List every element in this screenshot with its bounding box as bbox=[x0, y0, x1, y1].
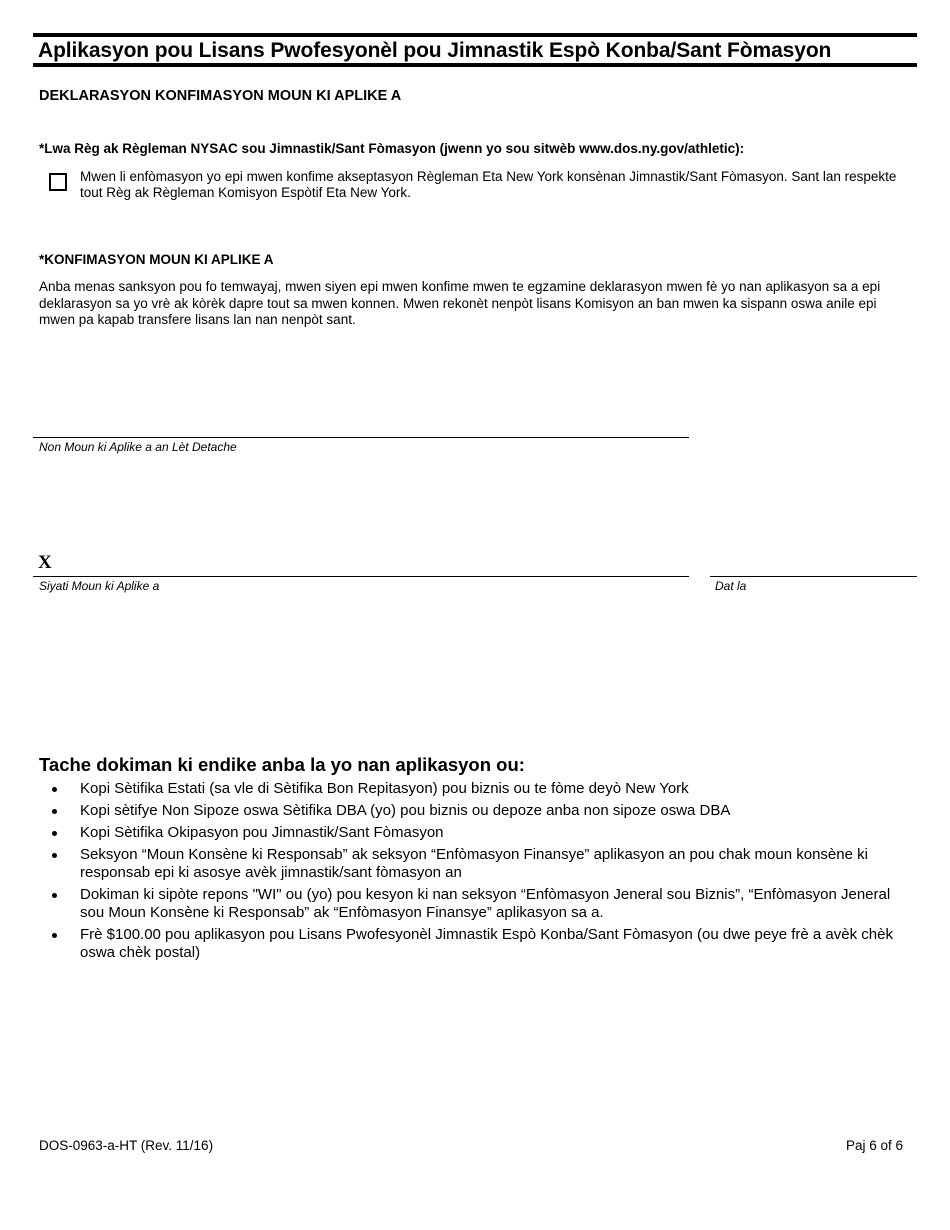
name-field-line[interactable] bbox=[33, 437, 689, 438]
bullet-icon bbox=[52, 933, 57, 938]
bullet-icon bbox=[52, 893, 57, 898]
page-title: Aplikasyon pou Lisans Pwofesyonèl pou Jimnastik Espò Konba/Sant Fòmasyon bbox=[38, 39, 832, 62]
signature-field-line[interactable] bbox=[33, 576, 689, 577]
confirmation-heading: *KONFIMASYON MOUN KI APLIKE A bbox=[39, 252, 274, 267]
declaration-heading: DEKLARASYON KONFIMASYON MOUN KI APLIKE A bbox=[39, 88, 402, 104]
confirmation-paragraph: Anba menas sanksyon pou fo temwayaj, mwen siyen epi mwen konfime mwen te egzamine deklarasyon mwen fè yo nan aplikasyon sa a epi deklarasyon sa yo vrè ak kòrèk dapre tout sa mwen konnen. Mwen rekonèt nenpòt lisans Komisyon an ban mwen ka sispann oswa anile epi mwen pa kapab transfere lisans lan nan nenpòt sant. bbox=[39, 279, 881, 327]
bullet-icon bbox=[52, 787, 57, 792]
acceptance-checkbox-label: Mwen li enfòmasyon yo epi mwen konfime akseptasyon Règleman Eta New York konsènan Jimnastik/Sant Fòmasyon. Sant lan respekte tout Règ ak Règleman Komisyon Espòtif Eta New York. bbox=[80, 169, 897, 200]
attachments-heading: Tache dokiman ki endike anba la yo nan aplikasyon ou: bbox=[39, 754, 525, 775]
list-item: Frè $100.00 pou aplikasyon pou Lisans Pwofesyonèl Jimnastik Espò Konba/Sant Fòmasyon (ou dwe peye frè a avèk chèk oswa chèk postal) bbox=[39, 926, 909, 962]
list-item: Seksyon “Moun Konsène ki Responsab” ak seksyon “Enfòmasyon Finansye” aplikasyon an pou chak moun konsène ki responsab epi ki asosye avèk jimnastik/sant fòmasyon an bbox=[39, 846, 909, 882]
form-id: DOS-0963-a-HT (Rev. 11/16) bbox=[39, 1138, 214, 1153]
rules-heading: *Lwa Règ ak Règleman NYSAC sou Jimnastik/Sant Fòmasyon (jwenn yo sou sitwèb www.dos.ny.gov/athletic): bbox=[39, 141, 745, 156]
list-item: Kopi sètifye Non Sipoze oswa Sètifika DBA (yo) pou biznis ou depoze anba non sipoze oswa DBA bbox=[39, 802, 909, 820]
list-item: Kopi Sètifika Estati (sa vle di Sètifika Bon Repitasyon) pou biznis ou te fòme deyò New York bbox=[39, 780, 909, 798]
bullet-icon bbox=[52, 831, 57, 836]
signature-x-mark: X bbox=[38, 552, 52, 573]
date-field-line[interactable] bbox=[710, 576, 917, 577]
attachments-list bbox=[39, 780, 909, 966]
date-field-caption: Dat la bbox=[715, 579, 747, 593]
title-bar bbox=[33, 33, 917, 67]
bullet-icon bbox=[52, 853, 57, 858]
list-item: Kopi Sètifika Okipasyon pou Jimnastik/Sant Fòmasyon bbox=[39, 824, 909, 842]
acceptance-checkbox[interactable] bbox=[49, 173, 67, 191]
list-item: Dokiman ki sipòte repons "WI" ou (yo) pou kesyon ki nan seksyon “Enfòmasyon Jeneral sou Biznis”, “Enfòmasyon Jeneral sou Moun Konsène ki Responsab” ak “Enfòmasyon Finansye” aplikasyon sa a. bbox=[39, 886, 909, 922]
page-number: Paj 6 of 6 bbox=[845, 1138, 903, 1153]
signature-field-caption: Siyati Moun ki Aplike a bbox=[39, 579, 160, 593]
name-field-caption: Non Moun ki Aplike a an Lèt Detache bbox=[39, 440, 237, 454]
bullet-icon bbox=[52, 809, 57, 814]
